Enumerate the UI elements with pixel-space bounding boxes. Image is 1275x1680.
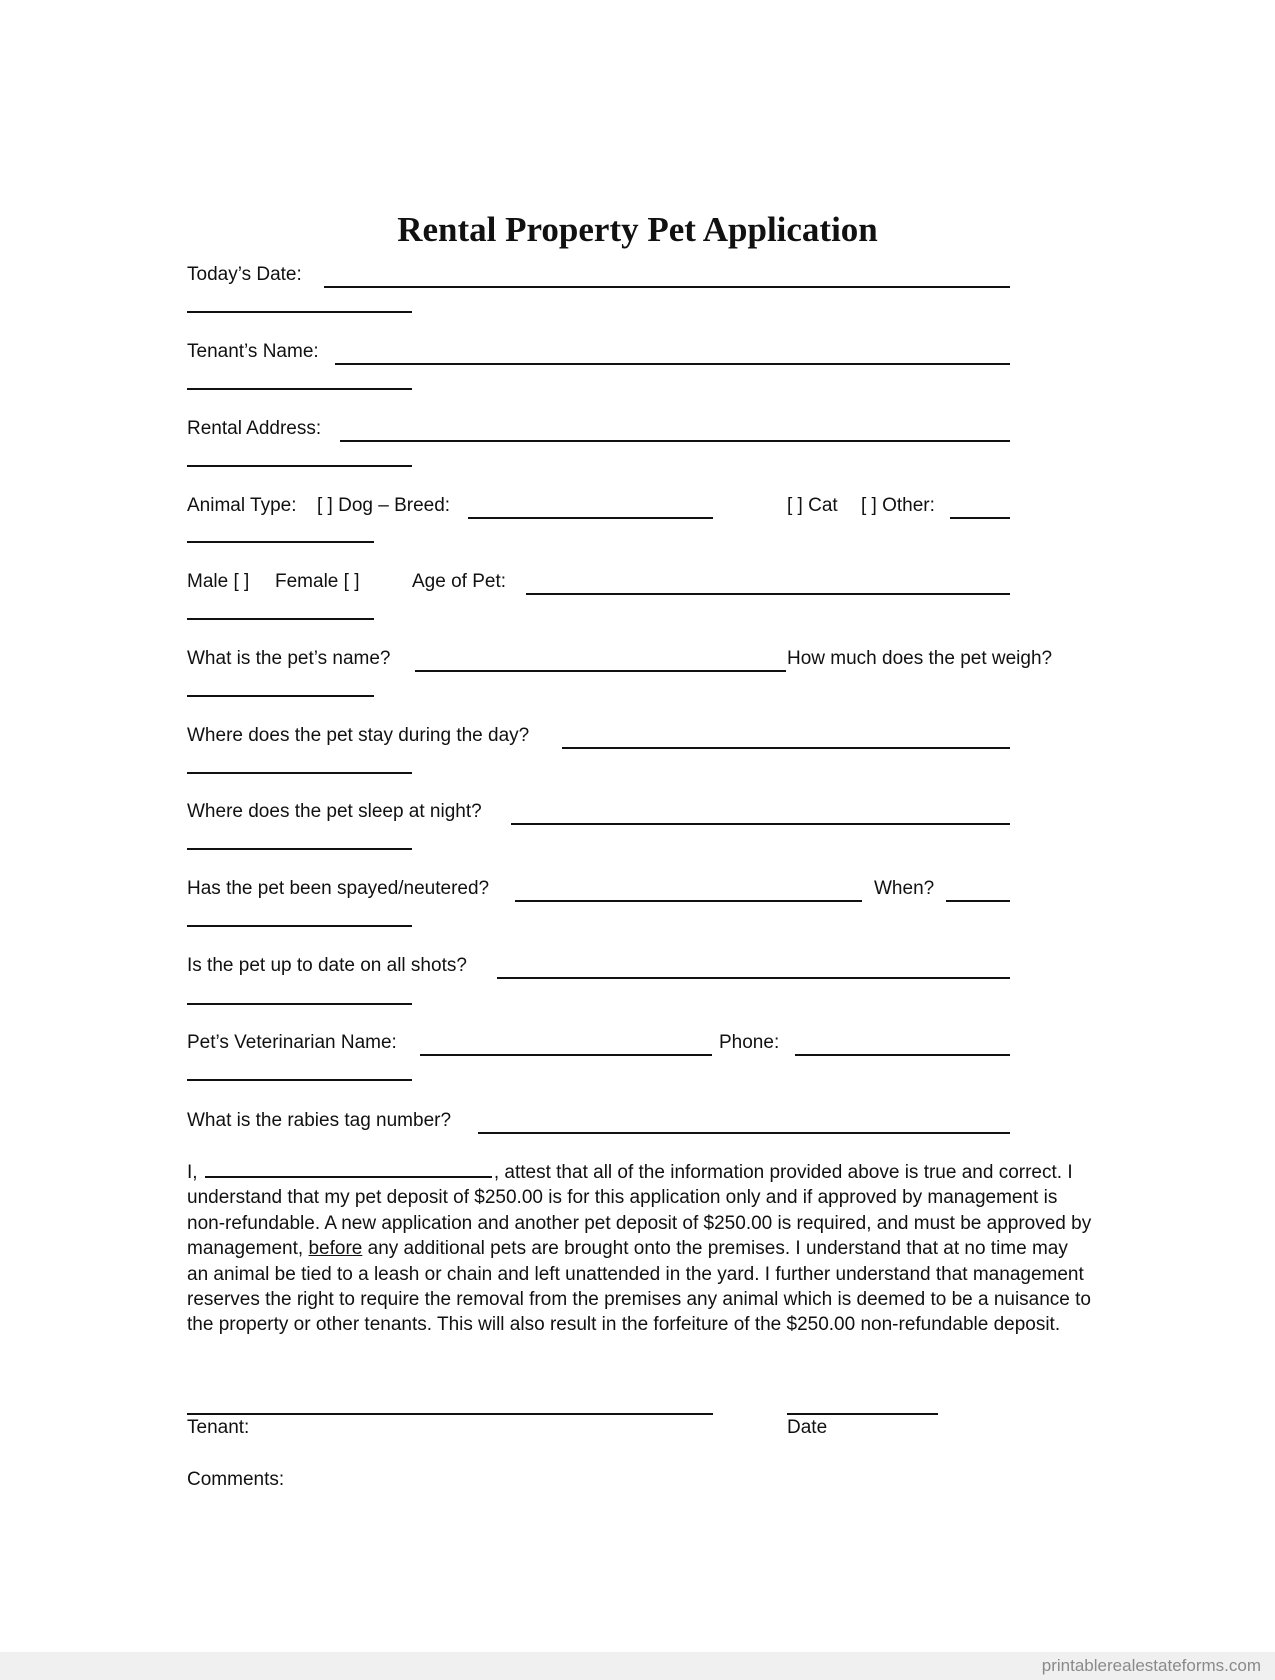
sleep-night-row bbox=[187, 797, 1087, 827]
age-of-pet-label: Age of Pet: bbox=[412, 571, 507, 592]
animal-type-row bbox=[187, 491, 1087, 521]
animal-type-continuation-line[interactable] bbox=[187, 541, 374, 543]
stay-day-continuation-line[interactable] bbox=[187, 772, 412, 774]
sleep-night-label: Where does the pet sleep at night? bbox=[187, 801, 482, 822]
spayed-continuation-line[interactable] bbox=[187, 925, 412, 927]
attestation-emphasis: before bbox=[308, 1238, 363, 1260]
stay-day-field[interactable] bbox=[562, 747, 1010, 749]
rental-address-continuation-line[interactable] bbox=[187, 465, 412, 467]
other-option[interactable]: [ ] Other: bbox=[861, 495, 935, 516]
rental-address-row bbox=[187, 414, 1087, 444]
footer-site-text: printablerealestateforms.com bbox=[1041, 1656, 1261, 1675]
sleep-night-field[interactable] bbox=[511, 823, 1010, 825]
rabies-tag-field[interactable] bbox=[478, 1132, 1010, 1134]
age-of-pet-field[interactable] bbox=[526, 593, 1010, 595]
shots-label: Is the pet up to date on all shots? bbox=[187, 955, 467, 976]
tenants-name-field[interactable] bbox=[335, 363, 1010, 365]
tenants-name-continuation-line[interactable] bbox=[187, 388, 412, 390]
vet-name-field[interactable] bbox=[420, 1054, 712, 1056]
animal-type-label: Animal Type: bbox=[187, 495, 297, 516]
sex-age-row bbox=[187, 567, 1087, 597]
phone-label: Phone: bbox=[719, 1032, 780, 1053]
rental-address-label: Rental Address: bbox=[187, 418, 322, 439]
attestation-prefix: I, bbox=[187, 1162, 198, 1183]
other-field[interactable] bbox=[950, 517, 1010, 519]
tenants-name-label: Tenant’s Name: bbox=[187, 341, 319, 362]
dog-breed-field[interactable] bbox=[468, 517, 713, 519]
spayed-row bbox=[187, 874, 1087, 904]
footer-bar bbox=[0, 1652, 1275, 1680]
spayed-label: Has the pet been spayed/neutered? bbox=[187, 878, 490, 899]
pet-name-label: What is the pet’s name? bbox=[187, 648, 391, 669]
rabies-tag-label: What is the rabies tag number? bbox=[187, 1110, 452, 1131]
female-option[interactable]: Female [ ] bbox=[275, 571, 360, 592]
tenants-name-row bbox=[187, 337, 1087, 367]
dog-breed-option[interactable]: [ ] Dog – Breed: bbox=[317, 495, 451, 516]
attestation-paragraph bbox=[187, 1158, 1092, 1338]
when-label: When? bbox=[874, 878, 935, 899]
pet-weigh-label: How much does the pet weigh? bbox=[787, 648, 1053, 669]
pet-weigh-line[interactable] bbox=[187, 695, 374, 697]
comments-label: Comments: bbox=[187, 1469, 285, 1490]
tenant-signature-line[interactable] bbox=[187, 1413, 713, 1415]
tenant-signature-label: Tenant: bbox=[187, 1417, 250, 1438]
attestation-text-part1: , attest that all of the information provided above is true and correct. I understand that my pet deposit of $250.00 is for this application only and if approved by management is non-refundable. A new application and another pet deposit of $250.00 is required, and must be approved by management, bbox=[187, 1162, 1092, 1260]
shots-field[interactable] bbox=[497, 977, 1010, 979]
stay-day-row bbox=[187, 721, 1087, 751]
todays-date-label: Today’s Date: bbox=[187, 264, 302, 285]
sex-age-continuation-line[interactable] bbox=[187, 618, 374, 620]
todays-date-continuation-line[interactable] bbox=[187, 311, 412, 313]
todays-date-row bbox=[187, 260, 1087, 290]
date-signature-label: Date bbox=[787, 1417, 828, 1438]
attestation-text-part2: any additional pets are brought onto the premises. I understand that at no time may an animal be tied to a leash or chain and left unattended in the yard. I further understand that management reserves the right to require the removal from the premises any animal which is deemed to be a nuisance to the property or other tenants. This will also result in the forfeiture of the $250.00 non-refundable deposit. bbox=[187, 1238, 1092, 1336]
cat-option[interactable]: [ ] Cat bbox=[787, 495, 838, 516]
shots-row bbox=[187, 951, 1087, 981]
vet-row bbox=[187, 1028, 1087, 1058]
rabies-tag-row bbox=[187, 1106, 1087, 1136]
phone-field[interactable] bbox=[795, 1054, 1010, 1056]
attestation-name-field[interactable] bbox=[205, 1158, 492, 1178]
pet-name-row bbox=[187, 644, 1087, 674]
todays-date-field[interactable] bbox=[324, 286, 1010, 288]
page-title: Rental Property Pet Application bbox=[397, 210, 878, 249]
vet-continuation-line[interactable] bbox=[187, 1079, 412, 1081]
shots-continuation-line[interactable] bbox=[187, 1003, 412, 1005]
male-option[interactable]: Male [ ] bbox=[187, 571, 250, 592]
when-field[interactable] bbox=[946, 900, 1010, 902]
stay-day-label: Where does the pet stay during the day? bbox=[187, 725, 530, 746]
rental-address-field[interactable] bbox=[340, 440, 1010, 442]
spayed-field[interactable] bbox=[515, 900, 862, 902]
sleep-night-continuation-line[interactable] bbox=[187, 848, 412, 850]
pet-name-field[interactable] bbox=[415, 670, 786, 672]
vet-name-label: Pet’s Veterinarian Name: bbox=[187, 1032, 397, 1053]
date-signature-line[interactable] bbox=[787, 1413, 938, 1415]
